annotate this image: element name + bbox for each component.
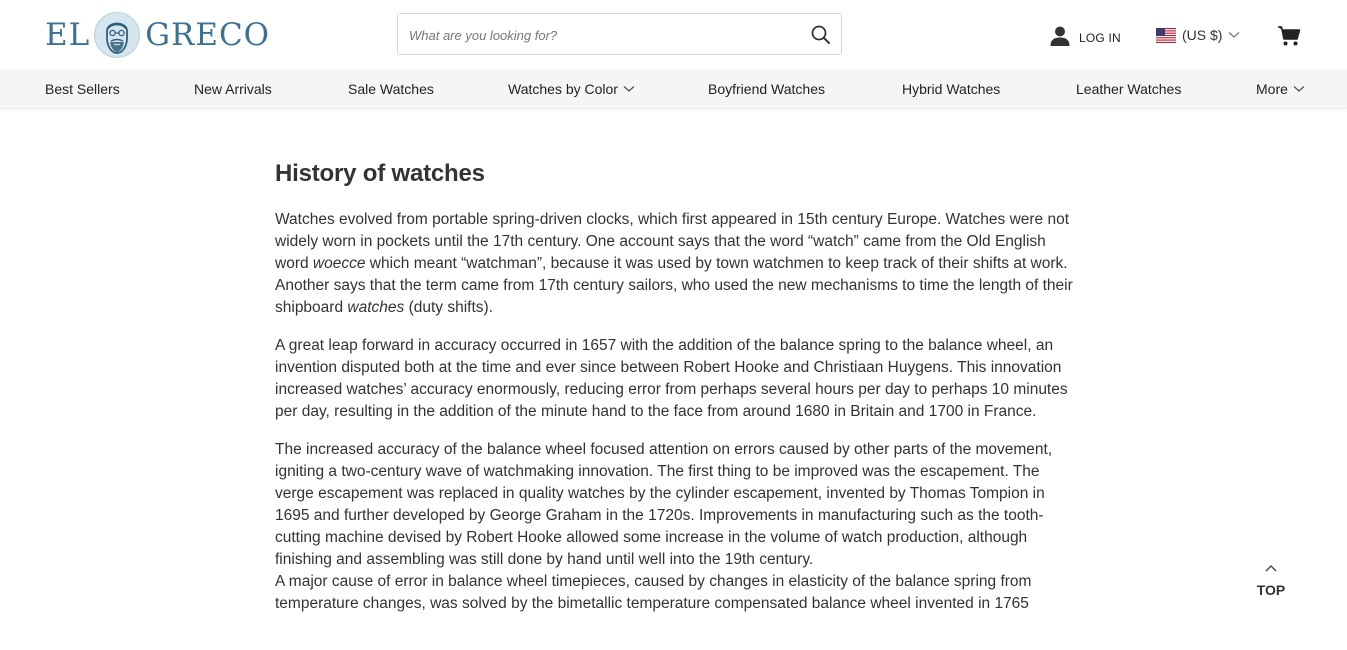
search-button[interactable]: [809, 23, 833, 47]
search-icon: [809, 23, 833, 47]
back-to-top-button[interactable]: [1253, 560, 1289, 600]
brand-logo[interactable]: [45, 11, 270, 59]
nav-item-hybrid-watches[interactable]: [902, 69, 1000, 109]
nav-item-label: Sale Watches: [348, 81, 434, 97]
nav-item-label: More: [1256, 81, 1288, 97]
nav-item-label: Boyfriend Watches: [708, 81, 825, 97]
us-flag-icon: [1156, 28, 1176, 43]
login-link[interactable]: [1049, 24, 1121, 48]
bearded-face-icon: [93, 11, 141, 59]
back-to-top-label: TOP: [1256, 582, 1286, 598]
nav-item-leather-watches[interactable]: [1076, 69, 1181, 109]
chevron-down-icon: [1293, 85, 1305, 93]
paragraph: [275, 209, 1075, 319]
search-box: [397, 13, 842, 55]
user-icon: [1049, 25, 1071, 47]
nav-item-label: Best Sellers: [45, 81, 120, 97]
login-label: LOG IN: [1079, 31, 1121, 45]
currency-label: (US $): [1182, 27, 1223, 43]
paragraph-text: (duty shifts).: [404, 299, 493, 316]
paragraph-text: which meant “watchman”, because it was used by town watchmen to keep track of their shifts at work. Another says that the term came from 17th century sailors, who used the new mechanisms to time the length of their shipboard: [275, 255, 1073, 316]
nav-item-label: Watches by Color: [508, 81, 618, 97]
paragraph: A major cause of error in balance wheel timepieces, caused by changes in elasticity of the balance spring from temperature changes, was solved by the bimetallic temperature compensated balance wheel invented in 1765: [275, 573, 1032, 612]
nav-item-label: Hybrid Watches: [902, 81, 1001, 97]
page-title: History of watches: [275, 160, 485, 187]
site-header: [0, 0, 1347, 70]
paragraph: The increased accuracy of the balance wheel focused attention on errors caused by other parts of the movement, igniting a two-century wave of watchmaking innovation. The first thing to be improved was the escapement. The verge escapement was replaced in quality watches by the cylinder escapement, invented by Thomas Tompion in 1695 and further developed by George Graham in the 1720s. Improvements in manufacturing such as the tooth-cutting machine devised by Robert Hooke allowed some increase in the volume of watch production, although finishing and assembling was still done by hand until well into the 19th century.: [275, 441, 1053, 568]
nav-item-label: Leather Watches: [1076, 81, 1182, 97]
chevron-up-icon: [1264, 563, 1278, 573]
currency-selector[interactable]: [1156, 24, 1240, 46]
nav-item-sale-watches[interactable]: [348, 69, 434, 109]
nav-item-label: New Arrivals: [194, 81, 272, 97]
emphasis-text: woecce: [312, 255, 366, 272]
nav-item-new-arrivals[interactable]: [194, 69, 272, 109]
emphasis-text: watches: [347, 299, 405, 316]
cart-icon: [1277, 24, 1301, 48]
search-input[interactable]: [409, 24, 799, 46]
nav-item-more[interactable]: [1256, 69, 1305, 109]
nav-item-watches-by-color[interactable]: [508, 69, 635, 109]
nav-item-boyfriend-watches[interactable]: [708, 69, 825, 109]
paragraph: A great leap forward in accuracy occurred in 1657 with the addition of the balance spring to the balance wheel, an invention disputed both at the time and ever since between Robert Hooke and Christiaan Huygens. This innovation increased watches’ accuracy enormously, reducing error from perhaps several hours per day to perhaps 10 minutes per day, resulting in the addition of the minute hand to the face from around 1680 in Britain and 1700 in France.: [275, 337, 1068, 420]
paragraph-text: Watches evolved from portable spring-driven clocks, which first appeared in 15th century Europe. Watches were not widely worn in pockets until the 17th century. One account says that the word “watch” came from the Old English word: [275, 211, 1070, 272]
brand-name-right: GRECO: [145, 17, 271, 53]
chevron-down-icon: [623, 85, 635, 93]
article: [275, 150, 1075, 631]
chevron-down-icon: [1228, 31, 1240, 39]
main-nav: [0, 69, 1347, 109]
nav-item-best-sellers[interactable]: [45, 69, 120, 109]
brand-name-left: EL: [45, 17, 91, 53]
cart-button[interactable]: [1277, 24, 1301, 48]
